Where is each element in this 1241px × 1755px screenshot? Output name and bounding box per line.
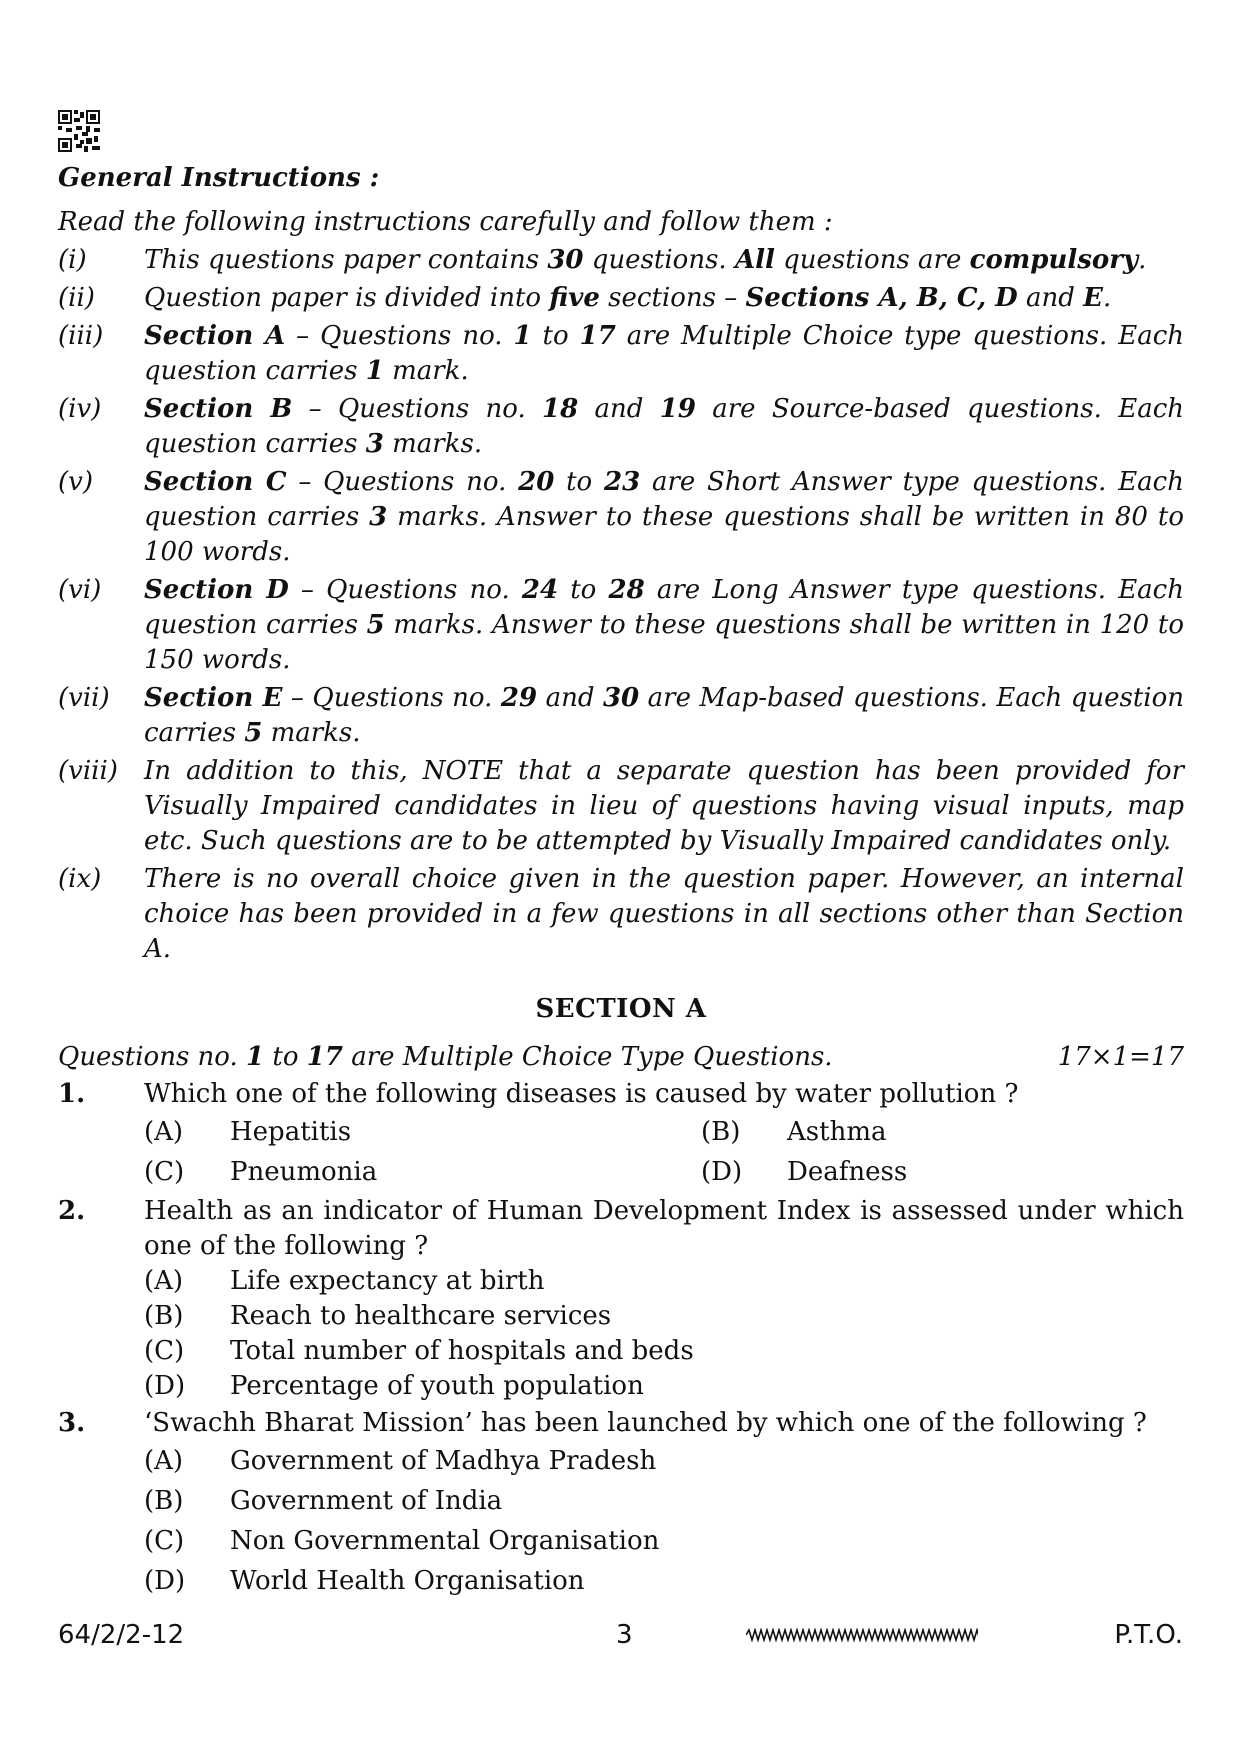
instruction-item	[58, 862, 1184, 967]
answer-option	[144, 1334, 1184, 1369]
emphasis-text: 3	[369, 502, 388, 532]
option-text: Government of India	[230, 1486, 503, 1516]
emphasis-text: five	[549, 283, 600, 313]
answer-option	[144, 1481, 1184, 1521]
answer-option	[144, 1112, 701, 1152]
emphasis-text: 1	[365, 356, 384, 386]
emphasis-text: 30	[547, 245, 584, 275]
emphasis-text: 1	[246, 1042, 265, 1072]
instruction-text	[144, 862, 1184, 967]
option-label: (B)	[144, 1301, 184, 1331]
text-run: to	[554, 467, 604, 497]
emphasis-text: 23	[603, 467, 641, 497]
emphasis-text: All	[734, 245, 775, 275]
answer-option	[701, 1152, 1184, 1192]
instructions-intro: Read the following instructions carefully and follow them :	[58, 207, 833, 237]
text-run: marks. Answer to these questions shall be written in 120 to 150 words.	[144, 610, 1184, 675]
instruction-text	[144, 319, 1184, 389]
emphasis-text: 3	[365, 429, 384, 459]
instruction-item	[58, 754, 1184, 859]
question-text: Health as an indicator of Human Development Index is assessed under which one of the following ?	[144, 1196, 1184, 1261]
text-run: and	[1017, 283, 1084, 313]
text-run: There is no overall choice given in the question paper. However, an internal choice has been provided in a few questions in all sections other than Section A.	[144, 864, 1184, 964]
option-text: World Health Organisation	[230, 1566, 585, 1596]
question-item	[58, 1077, 1184, 1112]
instruction-item	[58, 281, 1184, 316]
instruction-number: (vii)	[58, 683, 110, 713]
instruction-number: (v)	[58, 467, 93, 497]
instruction-item	[58, 319, 1184, 389]
page-number: 3	[616, 1620, 633, 1650]
emphasis-text: 17	[579, 321, 616, 351]
option-text: Non Governmental Organisation	[230, 1526, 660, 1556]
emphasis-text: Section A	[144, 321, 286, 351]
page-footer	[58, 1620, 1183, 1660]
emphasis-text: 24	[521, 575, 559, 605]
instruction-item	[58, 573, 1184, 678]
section-marks: 17×1=17	[1057, 1042, 1184, 1072]
emphasis-text: 30	[602, 683, 640, 713]
emphasis-text: compulsory	[969, 245, 1139, 275]
emphasis-text: E	[1083, 283, 1103, 313]
emphasis-text: 1	[513, 321, 532, 351]
general-instructions-heading: General Instructions :	[58, 163, 380, 193]
option-text: Government of Madhya Pradesh	[230, 1446, 657, 1476]
answer-option	[144, 1299, 1184, 1334]
instruction-text	[144, 681, 1184, 751]
instruction-item	[58, 392, 1184, 462]
answer-option	[144, 1521, 1184, 1561]
option-text: Total number of hospitals and beds	[230, 1336, 694, 1366]
emphasis-text: Section B	[144, 394, 293, 424]
instruction-number: (vi)	[58, 575, 102, 605]
text-run: are Multiple Choice type questions. Each question carries	[144, 321, 1185, 386]
instruction-number: (ii)	[58, 283, 95, 313]
option-label: (A)	[144, 1446, 184, 1476]
option-label: (C)	[144, 1157, 185, 1187]
emphasis-text: Section C	[144, 467, 287, 497]
instruction-number: (i)	[58, 245, 87, 275]
option-label: (A)	[144, 1266, 184, 1296]
section-subtitle	[58, 1039, 833, 1075]
answer-option	[144, 1264, 1184, 1299]
text-run: questions.	[583, 245, 735, 275]
option-text: Life expectancy at birth	[230, 1266, 545, 1296]
option-label: (B)	[701, 1117, 741, 1147]
instruction-number: (iv)	[58, 394, 102, 424]
question-item	[58, 1406, 1184, 1441]
option-text: Reach to healthcare services	[230, 1301, 612, 1331]
text-run: .	[1138, 245, 1147, 275]
qr-code	[58, 110, 100, 152]
emphasis-text: 18	[542, 394, 579, 424]
section-title: SECTION A	[535, 994, 707, 1024]
text-run: mark.	[383, 356, 469, 386]
question-number: 3.	[58, 1408, 86, 1438]
text-run: questions are	[774, 245, 970, 275]
text-run: – Questions no.	[292, 394, 543, 424]
emphasis-text: 5	[366, 610, 385, 640]
option-label: (C)	[144, 1526, 185, 1556]
option-label: (D)	[144, 1371, 186, 1401]
paper-code: 64/2/2-12	[58, 1620, 185, 1650]
option-label: (B)	[144, 1486, 184, 1516]
options-list	[144, 1112, 1184, 1192]
emphasis-text: Section D	[144, 575, 289, 605]
text-run: marks.	[262, 718, 361, 748]
option-text: Hepatitis	[230, 1117, 352, 1147]
option-label: (D)	[144, 1566, 186, 1596]
answer-option	[144, 1369, 1184, 1404]
text-run: – Questions no.	[286, 467, 519, 497]
instruction-text	[144, 754, 1184, 859]
decorative-wave-line	[746, 1628, 978, 1642]
text-run: .	[1102, 283, 1112, 313]
text-run: This questions paper contains	[144, 245, 548, 275]
text-run: to	[264, 1042, 307, 1072]
text-run: are Long Answer type questions. Each question carries	[144, 575, 1184, 640]
instruction-text	[144, 465, 1184, 570]
text-run: are Map-based questions. Each question carries	[144, 683, 1184, 748]
option-label: (D)	[701, 1157, 743, 1187]
text-run: to	[558, 575, 609, 605]
emphasis-text: Section E	[144, 683, 283, 713]
text-run: marks. Answer to these questions shall be written in 80 to 100 words.	[144, 502, 1184, 567]
option-text: Deafness	[787, 1157, 908, 1187]
text-run: – Questions no.	[285, 321, 514, 351]
answer-option	[144, 1152, 701, 1192]
answer-option	[144, 1561, 1184, 1601]
text-run: – Questions no.	[282, 683, 501, 713]
option-label: (A)	[144, 1117, 184, 1147]
option-text: Pneumonia	[230, 1157, 378, 1187]
answer-option	[144, 1441, 1184, 1481]
instruction-item	[58, 243, 1184, 278]
text-run: Question paper is divided into	[144, 283, 550, 313]
emphasis-text: 20	[518, 467, 555, 497]
instruction-text	[144, 392, 1184, 462]
question-number: 2.	[58, 1196, 86, 1226]
text-run: marks.	[383, 429, 483, 459]
question-text: ‘Swachh Bharat Mission’ has been launched by which one of the following ?	[144, 1408, 1147, 1438]
instruction-text	[144, 573, 1184, 678]
emphasis-text: 5	[244, 718, 263, 748]
options-list	[144, 1264, 1184, 1404]
instructions-list	[58, 243, 1184, 967]
emphasis-text: 29	[500, 683, 538, 713]
text-run: and	[578, 394, 660, 424]
instruction-text	[144, 243, 1184, 278]
instruction-item	[58, 465, 1184, 570]
question-text: Which one of the following diseases is caused by water pollution ?	[144, 1079, 1019, 1109]
text-run: – Questions no.	[288, 575, 522, 605]
section-subtitle-line	[58, 1039, 1184, 1075]
emphasis-text: 19	[659, 394, 696, 424]
text-run: are Short Answer type questions. Each question carries	[144, 467, 1184, 532]
page-content	[58, 160, 1184, 1601]
text-run: In addition to this, NOTE that a separate question has been provided for Visually Impaired candidates in lieu of questions having visual inputs, map etc. Such questions are to be attempted by Visually Impaired candidates only.	[144, 756, 1184, 856]
emphasis-text: 28	[608, 575, 645, 605]
options-list	[144, 1441, 1184, 1601]
answer-option	[701, 1112, 1184, 1152]
option-text: Percentage of youth population	[230, 1371, 644, 1401]
emphasis-text: 17	[306, 1042, 343, 1072]
emphasis-text: Sections A, B, C, D	[745, 283, 1018, 313]
text-run: to	[531, 321, 580, 351]
question-item	[58, 1194, 1184, 1264]
option-text: Asthma	[787, 1117, 887, 1147]
text-run: are Source-based questions. Each question carries	[144, 394, 1184, 459]
text-run: sections –	[599, 283, 746, 313]
instruction-number: (viii)	[58, 756, 118, 786]
instruction-number: (ix)	[58, 864, 102, 894]
instruction-text	[144, 281, 1184, 316]
instruction-item	[58, 681, 1184, 751]
instruction-number: (iii)	[58, 321, 104, 351]
text-run: are Multiple Choice Type Questions.	[342, 1042, 833, 1072]
option-label: (C)	[144, 1336, 185, 1366]
questions-list	[58, 1077, 1184, 1601]
question-number: 1.	[58, 1079, 86, 1109]
pto-label: P.T.O.	[1114, 1620, 1183, 1650]
text-run: Questions no.	[58, 1042, 247, 1072]
text-run: and	[537, 683, 603, 713]
